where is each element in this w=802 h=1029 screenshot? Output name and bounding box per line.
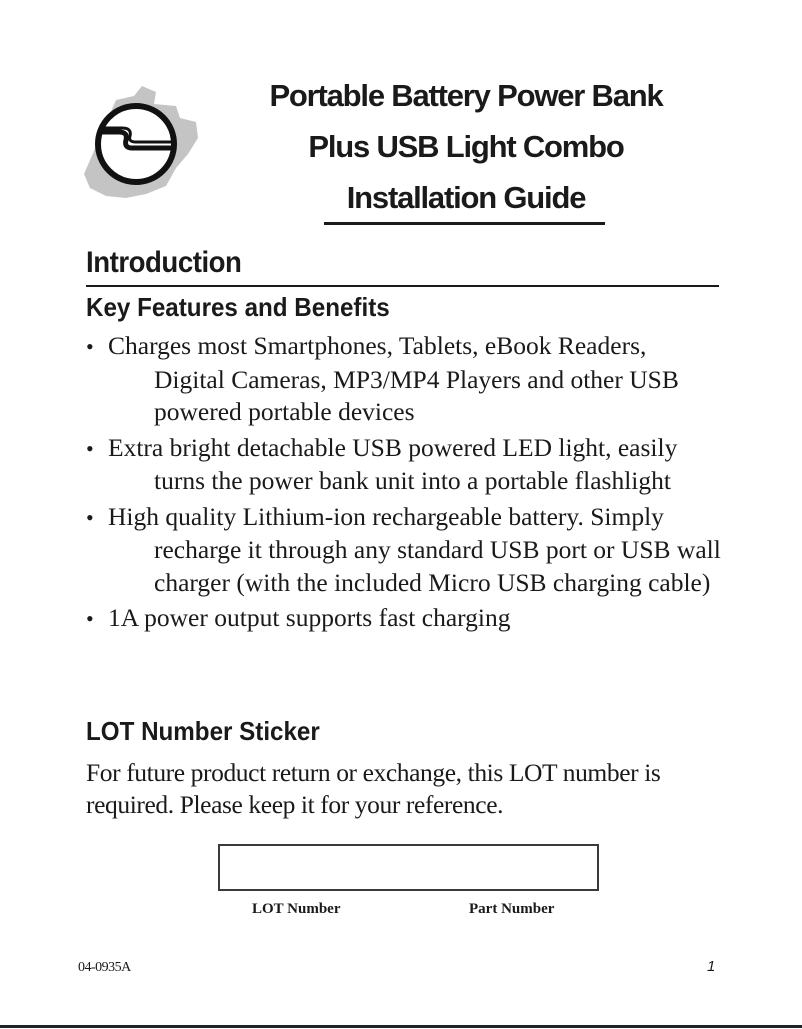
feature-text: 1A power output supports fast charging <box>108 603 511 632</box>
part-number-label: Part Number <box>469 901 555 917</box>
feature-item <box>86 432 722 498</box>
section-divider <box>86 285 719 287</box>
bullet-icon: • <box>86 504 94 530</box>
title-line-3: Installation Guide <box>346 180 586 215</box>
feature-text: Extra bright detachable USB powered LED light, easily turns the power bank unit into a portable flashlight <box>108 432 678 495</box>
title-line-2: Plus USB Light Combo <box>308 129 624 164</box>
feature-item <box>86 501 722 600</box>
bullet-icon: • <box>86 435 94 461</box>
document-code: 04-0935A <box>78 960 131 975</box>
lot-sticker-text: For future product return or exchange, this LOT number is required. Please keep it for your reference. <box>86 758 661 819</box>
features-list <box>86 330 722 636</box>
key-features-heading: Key Features and Benefits <box>86 292 390 322</box>
feature-text: Charges most Smartphones, Tablets, eBook Readers, Digital Cameras, MP3/MP4 Players and other USB powered portable devices <box>108 331 679 426</box>
feature-text: High quality Lithium-ion rechargeable battery. Simply recharge it through any standard USB port or USB wall charger (with the included Micro USB charging cable) <box>108 501 721 597</box>
company-logo-icon <box>76 76 206 206</box>
document-title <box>218 74 714 227</box>
title-underline <box>324 222 605 225</box>
lot-sticker-heading: LOT Number Sticker <box>86 716 320 746</box>
feature-item <box>86 330 722 429</box>
bullet-icon: • <box>86 606 94 631</box>
page-number: 1 <box>707 958 716 975</box>
lot-sticker-box <box>218 844 599 891</box>
bullet-icon: • <box>86 334 94 359</box>
lot-number-label: LOT Number <box>252 901 341 917</box>
introduction-heading: Introduction <box>86 246 242 279</box>
title-line-1: Portable Battery Power Bank <box>269 78 663 113</box>
feature-item <box>86 602 722 636</box>
page-bottom-border <box>0 1025 802 1028</box>
